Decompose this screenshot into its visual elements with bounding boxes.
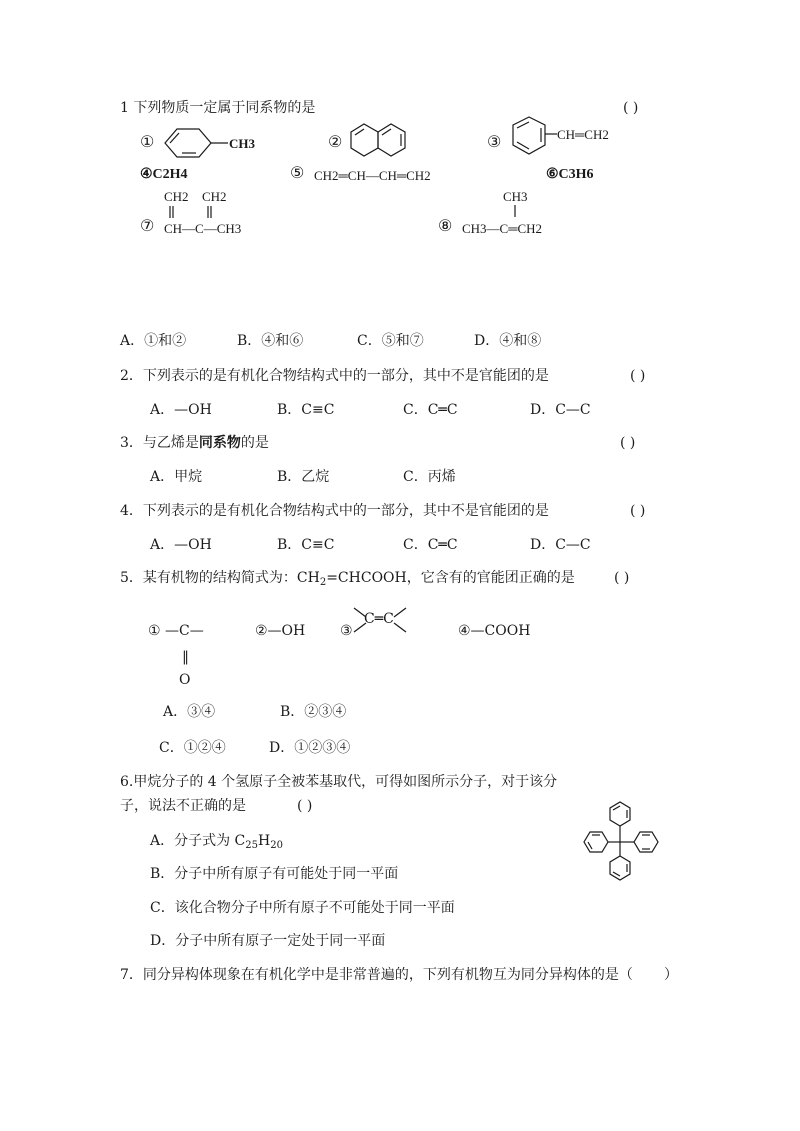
q3-answer-paren: ( ) (620, 435, 636, 451)
q1-mol3-number: ③ (487, 134, 502, 151)
q5-group4-carboxyl: ④—COOH (458, 623, 531, 639)
q5-group1-oxygen: O (179, 672, 191, 688)
q1-answer-paren: ( ) (623, 100, 639, 116)
q4-answer-paren: ( ) (630, 503, 646, 519)
q4-option-b: B．C≡C (277, 537, 335, 553)
q7-answer-paren: ） (664, 967, 678, 983)
toluene-structure-icon (160, 125, 240, 161)
q4-option-c: C．C═C (403, 537, 458, 553)
q6-option-c: C．该化合物分子中所有原子不可能处于同一平面 (150, 900, 455, 916)
q5-option-c: C．①②④ (159, 740, 226, 756)
q6-stem-line1: 6.甲烷分子的 4 个氢原子全被苯基取代，可得如图所示分子，对于该分 (120, 774, 558, 790)
q5-answer-paren: ( ) (614, 570, 630, 586)
q1-option-b: B．④和⑥ (237, 333, 304, 349)
q1-mol7-number: ⑦ (140, 218, 155, 235)
q6-option-b: B．分子中所有原子有可能处于同一平面 (150, 866, 399, 882)
q3-option-c: C．丙烯 (403, 469, 456, 485)
q1-option-a: A．①和② (120, 333, 187, 349)
q2-option-b: B．C≡C (277, 402, 335, 418)
q1-option-c: C．⑤和⑦ (357, 333, 424, 349)
q1-mol7-chain: CH—C—CH3 (164, 221, 242, 236)
q5-group3-cc: C═C (364, 611, 394, 627)
q3-stem-emphasis: 同系物 (198, 435, 241, 451)
q1-mol5-formula: CH2═CH—CH═CH2 (314, 168, 431, 183)
q1-mol8-chain: CH3—C═CH2 (462, 221, 542, 236)
q1-mol5-number: ⑤ (290, 165, 305, 182)
q4-option-a: A．—OH (150, 537, 212, 553)
mol8-single-bond-icon (510, 204, 520, 218)
q5-option-b: B．②③④ (280, 704, 347, 720)
naphthalene-structure-icon (347, 118, 417, 168)
q1-mol1-number: ① (140, 134, 155, 151)
q1-option-d: D．④和⑧ (474, 333, 542, 349)
styrene-ring-icon (505, 114, 565, 166)
q5-group1-carbonyl: ① —C— (148, 623, 204, 639)
q1-mol6-formula: ⑥C3H6 (546, 167, 594, 182)
q3-option-a: A．甲烷 (150, 469, 203, 485)
q5-group2-hydroxyl: ②—OH (255, 623, 306, 639)
q2-option-a: A．—OH (150, 402, 212, 418)
q4-stem: 4．下列表示的是有机化合物结构式中的一部分，其中不是官能团的是 (120, 503, 549, 519)
q6-answer-paren: ( ) (297, 798, 313, 814)
q2-option-d: D．C—C (530, 402, 591, 418)
q1-mol7-top-ch2-a: CH2 (164, 189, 189, 204)
q1-mol2-number: ② (328, 134, 343, 151)
q2-option-c: C．C═C (403, 402, 458, 418)
q2-answer-paren: ( ) (630, 368, 646, 384)
q1-mol8-number: ⑧ (438, 218, 453, 235)
q5-option-d: D．①②③④ (269, 740, 351, 756)
q1-mol8-methyl: CH3 (503, 189, 528, 204)
q5-group3-number: ③ (340, 623, 353, 639)
q6-stem-line2: 子，说法不正确的是 (120, 798, 246, 814)
q1-mol7-top-ch2-b: CH2 (202, 189, 227, 204)
q2-stem: 2．下列表示的是有机化合物结构式中的一部分，其中不是官能团的是 (120, 368, 549, 384)
q5-group1-double-bond: ‖ (182, 649, 189, 665)
q1-mol4-formula: ④C2H4 (140, 167, 188, 182)
q3-option-b: B．乙烷 (277, 469, 330, 485)
q5-option-a: A．③④ (163, 704, 216, 720)
q6-option-a: A．分子式为 $C_{25}H_{20}$ (150, 833, 283, 851)
mol7-double-bonds-icon (164, 204, 224, 220)
q1-stem: 1 下列物质一定属于同系物的是 (120, 100, 316, 116)
tetraphenylmethane-structure-icon (568, 790, 678, 890)
q3-stem: 3．与乙烯是同系物的是 (120, 435, 269, 451)
q5-stem: 5．某有机物的结构简式为：$CH_2=CHCOOH$，它含有的官能团正确的是 (120, 570, 575, 588)
q1-mol1-methyl: CH3 (229, 136, 255, 151)
q1-mol3-vinyl: CH═CH2 (557, 127, 609, 142)
q4-option-d: D．C—C (530, 537, 591, 553)
q6-option-d: D．分子中所有原子一定处于同一平面 (150, 933, 386, 949)
q7-stem: 7．同分异构体现象在有机化学中是非常普遍的，下列有机物互为同分异构体的是（ (120, 967, 633, 983)
